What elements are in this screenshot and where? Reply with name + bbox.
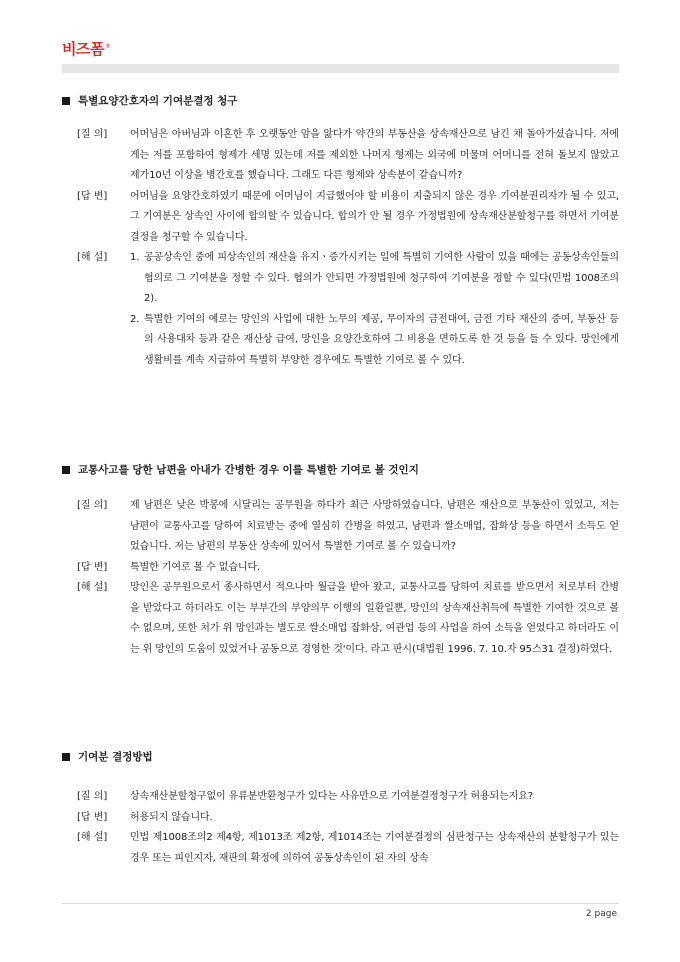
square-bullet-icon	[62, 97, 70, 105]
question-text: 제 남편은 낮은 박봉에 시달리는 공무원을 하다가 최근 사망하였습니다. 남편은 재산으로 부동산이 있었고, 저는 남편이 교통사고를 당하여 치료받는 중에 열심히 간병을 하였고, 남편과 쌀소매업, 잡화상 등을 하면서 소득도 얻었습니다. 저는 남편의 부동산 상속에 있어서 특별한 기여로 볼 수 있습니까?	[130, 500, 619, 552]
answer-row	[77, 187, 619, 249]
commentary-label: [해 설]	[77, 832, 108, 843]
commentary-text: 망인은 공무원으로서 종사하면서 적으나마 월급을 받아 왔고, 교통사고를 당하여 치료를 받으면서 처로부터 간병을 받았다고 하더라도 이는 부부간의 부양의무 이행의 일환일뿐, 망인의 상속재산취득에 특별한 기여한 것으로 볼 수 없으며, 또한 처가 위 망인과는 별도로 쌀소매업 잡화상, 여관업 등의 사업을 하여 소득을 얻었다고 하더라도 이는 위 망인의 도움이 있었거나 공동으로 경영한 것'이다. 라고 판시(대법원 1996. 7. 10.자 95스31 결정)하였다.	[130, 582, 619, 655]
commentary-row	[77, 578, 619, 660]
question-row	[77, 496, 619, 558]
answer-text: 어머님을 요양간호하였기 때문에 어머님이 지급했어야 할 비용이 지출되지 않은 경우 기여분권리자가 될 수 있고, 그 기여분은 상속인 사이에 합의할 수 있습니다. 합의가 안 될 경우 가정법원에 상속재산분할청구를 하면서 기여분결정을 청구할 수 있습니다.	[130, 190, 619, 243]
answer-label: [답 변]	[77, 811, 108, 823]
section-title: 기여분 결정방법	[78, 751, 153, 763]
registered-mark: ®	[104, 43, 111, 50]
footer-divider	[62, 903, 619, 904]
commentary-item	[130, 248, 619, 310]
qa-block	[77, 496, 619, 660]
commentary-label: [해 설]	[77, 582, 108, 593]
answer-row	[77, 808, 619, 829]
item-number: 2.	[130, 313, 140, 325]
question-text: 어머님은 아버님과 이혼한 후 오랫동안 암을 앓다가 약간의 부동산을 상속재산으로 남긴 채 돌아가셨습니다. 저에게는 저를 포함하여 형제가 세명 있는데 저를 제외한 나머지 형제는 외국에 머물며 어머니를 전혀 돌보지 않았고 제가10년 이상을 병간호를 했습니다. 그래도 다른 형제와 상속분이 같습니까?	[130, 129, 619, 181]
page-number: 2 page	[585, 909, 617, 919]
square-bullet-icon	[62, 753, 70, 761]
question-row	[77, 787, 619, 808]
question-label: [질 의]	[77, 500, 108, 511]
item-number: 1.	[130, 252, 140, 263]
square-bullet-icon	[62, 466, 70, 474]
item-text: 특별한 기여의 예로는 망인의 사업에 대한 노무의 제공, 무이자의 금전대여, 금전 기타 재산의 증여, 부동산 등의 사용대차 등과 같은 재산상 급여, 망인을 요양간호하여 그 비용을 면하도록 한 것 등을 들 수 있다. 망인에게 생활비를 계속 지급하여 특별히 부양한 경우에도 특별한 기여로 볼 수 있다.	[144, 313, 619, 366]
header-bar	[62, 64, 619, 73]
answer-text: 허용되지 않습니다.	[130, 811, 213, 823]
section-heading	[62, 749, 153, 764]
question-row	[77, 125, 619, 187]
commentary-text: 민법 제1008조의2 제4항, 제1013조 제2항, 제1014조는 기여분결정의 심판청구는 상속재산의 분할청구가 있는 경우 또는 피인지자, 재판의 확정에 의하여 공동상속인이 된 자의 상속	[130, 832, 619, 864]
item-text: 공공상속인 중에 피상속인의 재산을 유지ㆍ증가시키는 일에 특별히 기여한 사람이 있을 때에는 공동상속인들의 협의로 그 기여분을 정할 수 있다. 협의가 안되면 가정법원에 청구하여 기여분을 정할 수 있다(민법 1008조의2).	[144, 252, 619, 304]
section-heading	[62, 462, 419, 477]
question-label: [질 의]	[77, 129, 108, 140]
commentary-row	[77, 828, 619, 869]
commentary-label: [해 설]	[77, 252, 108, 263]
section-title: 특별요양간호자의 기여분결정 청구	[78, 95, 238, 107]
commentary-list	[130, 248, 619, 371]
qa-block	[77, 125, 619, 371]
question-text: 상속재산분할청구없이 유류분반환청구가 있다는 사유만으로 기여분결정청구가 허용되는지요?	[130, 791, 534, 802]
commentary-item	[130, 310, 619, 372]
qa-block	[77, 787, 619, 869]
bizform-logo	[62, 42, 111, 57]
answer-label: [답 변]	[77, 561, 108, 573]
answer-row	[77, 558, 619, 579]
section-heading	[62, 93, 237, 108]
answer-text: 특별한 기여로 볼 수 없습니다.	[130, 561, 261, 573]
answer-label: [답 변]	[77, 190, 108, 202]
question-label: [질 의]	[77, 791, 108, 802]
logo-text: 비즈폼	[62, 40, 104, 58]
commentary-row	[77, 248, 619, 371]
section-title: 교통사고를 당한 남편을 아내가 간병한 경우 이를 특별한 기여로 볼 것인지	[78, 464, 419, 476]
